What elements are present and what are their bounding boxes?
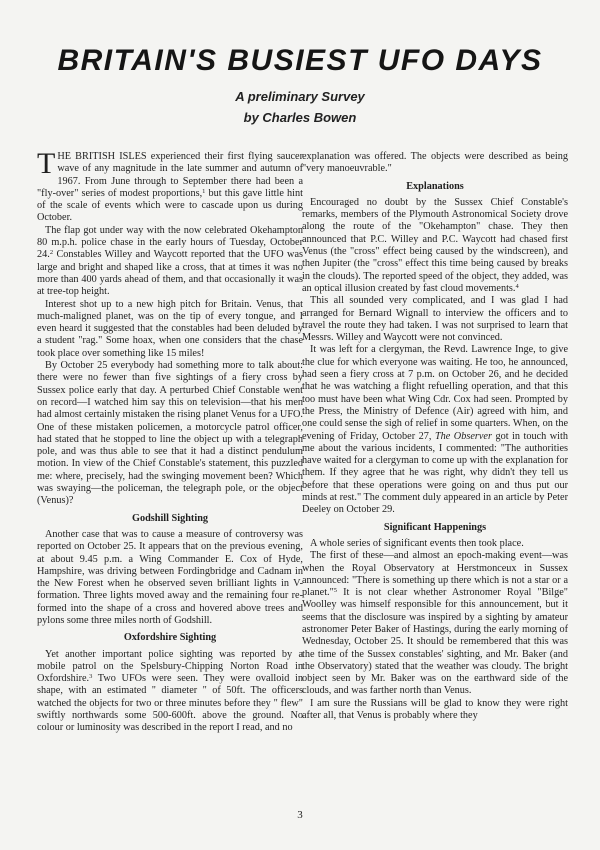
paragraph [37, 225, 303, 299]
paragraph [302, 197, 568, 295]
paragraph: explanation was offered. The objects were described as being "very manoeuvrable." [302, 151, 568, 175]
left-column [37, 147, 303, 735]
paragraph-text: Constables Willey and Waycott reported that the UFO was large and bright and shaped like a cross, that at times it was no more than 400 yards ahead of them, and that occasionally it was at tree-top height. [37, 249, 303, 298]
paragraph-text: Encouraged no doubt by the Sussex Chief Constable's remarks, members of the Plymouth Astronomical Society drove along the route of the "Okehampton" chase. They then announced that P.C. Willey and P.C. Waycott had chased first Venus (the "cross" effect being caused by the windscreen), and then Jupiter (the "cross" effect this time being caused by breaks in the clouds). The reported speed of the object, they added, was an optical illusion created by fast cloud movements. [302, 196, 568, 294]
footnote-ref: 2 [49, 249, 54, 257]
paragraph: I am sure the Russians will be glad to know they were right after all, that Venus is probably where they [302, 697, 568, 722]
paragraph-text: The first of these—and almost an epoch-making event—was when the Royal Observatory at Herstmonceux in Sussex announced: "There is something up there which is not a star or a planet." [302, 550, 568, 599]
paragraph: Interest shot up to a new high pitch for Britain. Venus, that much-maligned planet, was on the tip of every tongue, and I even heard it suggested that the constables had been deluded by a student "rag." Some hoax, when one considers that the chase took place over something like 15 miles! [37, 298, 303, 359]
article-subtitle: A preliminary Survey [235, 89, 365, 104]
paragraph [37, 649, 303, 735]
paragraph [302, 550, 568, 698]
paragraph-text: but this gave little hint of the scale of events which were to cascade upon us during October. [37, 187, 303, 224]
paragraph-text: Yet another important police sighting was reported by a mobile patrol on the Spelsbury-Chipping Norton Road in Oxfordshire. [37, 648, 303, 685]
paragraph-text: got in touch with me about the various incidents, I commented: "The authorities have waited for a clergyman to come up with the explanation for them. If they agree that he was right, why didn't they tell us before that these operations were going on and thus put our minds at rest." The comment duly appeared in an article by Peter Deeley on October 29. [302, 430, 568, 516]
section-heading: Oxfordshire Sighting [123, 632, 217, 644]
paragraph: Another case that was to cause a measure of controversy was reported on October 25. It appears that on the previous evening, at about 9.45 p.m. a Wing Commander E. Cox of Hyde, Hampshire, was driving between Fordingbridge and Cadnam in the New Forest when he observed seven brilliant lights in V-formation. Three lights moved away and the remaining four re-formed into the shape of a cross and hovered above trees and pylons some three miles north of Godshill. [37, 528, 303, 626]
paragraph: This all sounded very complicated, and I was glad I had arranged for Bernard Wignall to interview the officers and to travel the route they had taken. I was not surprised to learn that Messrs. Willey and Waycott were not convinced. [302, 295, 568, 344]
article-byline: by Charles Bowen [243, 110, 357, 125]
section-heading: Significant Happenings [383, 521, 487, 533]
publication-name: The Observer [434, 430, 492, 442]
paragraph-text: It was left for a clergyman, the Revd. Lawrence Inge, to give the clue for which everyone was waiting. He too, he announced, had seen a fiery cross at 7 p.m. on October 26, and he decided that he was watching a flight refuelling operation, and that this too must have been what Wing Cdr. Cox had seen. Prompted by the Press, the Ministry of Defence (Air) agreed with him, and one could sense the sigh of relief in some quarters. When, on the evening of Friday, October 27, [302, 344, 568, 442]
paragraph [37, 147, 303, 225]
section-heading: Explanations [406, 180, 464, 192]
drop-cap: T [37, 147, 56, 180]
section-heading: Godshill Sighting [131, 512, 209, 524]
paragraph: A whole series of significant events then took place. [310, 537, 524, 549]
footnote-ref: 5 [333, 587, 338, 595]
article-title: BRITAIN'S BUSIEST UFO DAYS [57, 44, 543, 77]
paragraph-text: The flap got under way with the now celebrated Okehampton 80 m.p.h. police chase in the early hours of Tuesday, October 24. [37, 224, 303, 261]
paragraph: By October 25 everybody had something more to talk about: there were no fewer than five sightings of a fiery cross by Sussex police early that day. A perturbed Chief Constable went on record—I watched him say this on television—that his men had almost certainly mistaken the rising planet Venus for a UFO. One of these mistaken policemen, a motorcycle patrol officer, had stated that he stopped to line the object up with a telegraph pole, and was thus able to see that it had a distinct pendulum motion. In view of the Chief Constable's statement, this puzzled me: where, precisely, had the swinging movement been? Which was swaying—the policeman, the telegraph pole, or the object (Venus)? [37, 360, 303, 507]
footnote-ref: 1 [202, 187, 206, 195]
paragraph-text: It is not clear whether Astronomer Royal "Bilge" Woolley was himself responsible for this announcement, but it seems that the disclosure was inspired by a sighting by amateur astronomer Peter Baker of Hastings, during the early morning of Wednesday, October 25. It should be remembered that this was the time of the Sussex constables' sighting, and Mr. Baker (and the Observatory) stated that the weather was cloudy. The bright object seen by Mr. Baker was on the earthward side of the clouds, and was farther north than Venus. [302, 587, 568, 697]
right-column [302, 151, 568, 722]
footnote-ref: 4 [515, 282, 519, 290]
paragraph [302, 344, 568, 516]
paragraph-text: Two UFOs were seen. They were ovalloid in shape, with an estimated " diameter " of 50ft. The officers watched the objects for two or three minutes before they " flew" swiftly northwards some 500-600ft. above the ground. No colour or luminosity was described in the report I read, and no [37, 673, 303, 734]
footnote-ref: 3 [89, 673, 93, 681]
page-number: 3 [297, 809, 303, 821]
paragraph-text: HE BRITISH ISLES experienced their first flying saucer wave of any magnitude in the late summer and autumn of 1967. From June through to September there had been a "fly-over" series of modest proportions, [37, 151, 303, 199]
